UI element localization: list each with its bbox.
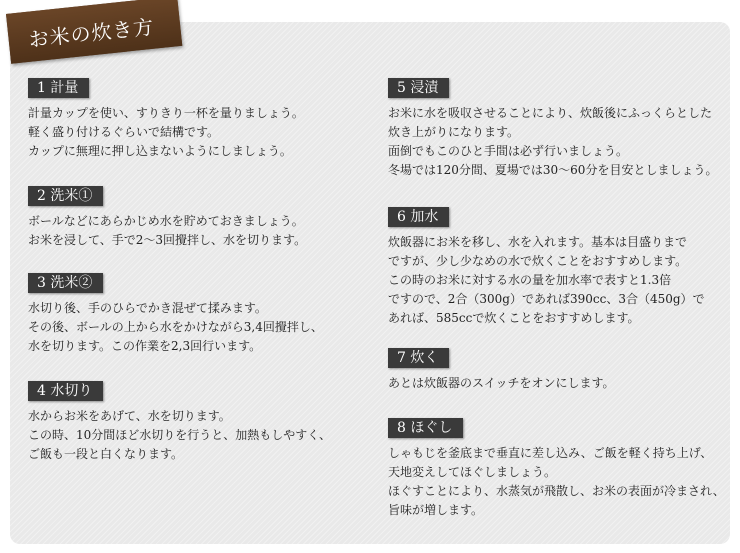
section-text: 軽く盛り付けるぐらいで結構です。 — [28, 125, 220, 139]
section-text: この時、10分間ほど水切りを行うと、加熱もしやすく、 — [28, 428, 332, 442]
section-label: 4 水切り — [28, 381, 103, 401]
section-drain — [28, 380, 331, 464]
section-label: 7 炊く — [388, 348, 449, 368]
section-label: 8 ほぐし — [388, 418, 463, 438]
section-soak — [388, 77, 717, 180]
section-cook — [388, 347, 615, 393]
section-label: 3 洗米② — [28, 273, 103, 293]
section-text: 面倒でもこのひと手間は必ず行いましょう。 — [388, 144, 629, 158]
section-text: この時のお米に対する水の量を加水率で表すと1.3倍 — [388, 273, 672, 287]
section-text: 水からお米をあげて、水を切ります。 — [28, 409, 231, 423]
page-title: お米の炊き方 — [27, 14, 156, 52]
section-text: カップに無理に押し込まないようにしましょう。 — [28, 144, 292, 158]
section-text: 水を切ります。この作業を2,3回行います。 — [28, 339, 262, 353]
section-text: しゃもじを釜底まで垂直に差し込み、ご飯を軽く持ち上げ、 — [388, 446, 713, 460]
section-wash-2 — [28, 272, 323, 356]
section-text: ほぐすことにより、水蒸気が飛散し、お米の表面が冷まされ、 — [388, 484, 725, 498]
section-text: ですが、少し少なめの水で炊くことをおすすめします。 — [388, 254, 688, 268]
section-add-water — [388, 206, 705, 328]
section-text: 計量カップを使い、すりきり一杯を量りましょう。 — [28, 106, 304, 120]
section-text: 水切り後、手のひらでかき混ぜて揉みます。 — [28, 301, 267, 315]
section-text: ですので、2合（300g）であれば390cc、3合（450g）で — [388, 292, 705, 306]
section-measure — [28, 77, 304, 161]
section-text: その後、ボールの上から水をかけながら3,4回攪拌し、 — [28, 320, 323, 334]
section-label: 6 加水 — [388, 207, 449, 227]
section-text: 炊き上がりになります。 — [388, 125, 520, 139]
section-label: 5 浸漬 — [388, 78, 449, 98]
section-wash-1 — [28, 185, 306, 250]
section-text: 冬場では120分間、夏場では30～60分を目安としましょう。 — [388, 163, 718, 177]
section-text: ご飯も一段と白くなります。 — [28, 447, 184, 461]
section-text: 天地変えしてほぐしましょう。 — [388, 465, 557, 479]
section-loosen — [388, 417, 725, 520]
section-text: 炊飯器にお米を移し、水を入れます。基本は目盛りまで — [388, 235, 688, 249]
section-label: 2 洗米① — [28, 186, 103, 206]
section-text: 旨味が増します。 — [388, 503, 484, 517]
section-text: お米に水を吸収させることにより、炊飯後にふっくらとした — [388, 106, 713, 120]
section-text: お米を浸して、手で2～3回攪拌し、水を切ります。 — [28, 233, 307, 247]
section-text: あれば、585ccで炊くことをおすすめします。 — [388, 311, 640, 325]
section-text: あとは炊飯器のスイッチをオンにします。 — [388, 376, 615, 390]
section-text: ボールなどにあらかじめ水を貯めておきましょう。 — [28, 214, 304, 228]
section-label: 1 計量 — [28, 78, 89, 98]
